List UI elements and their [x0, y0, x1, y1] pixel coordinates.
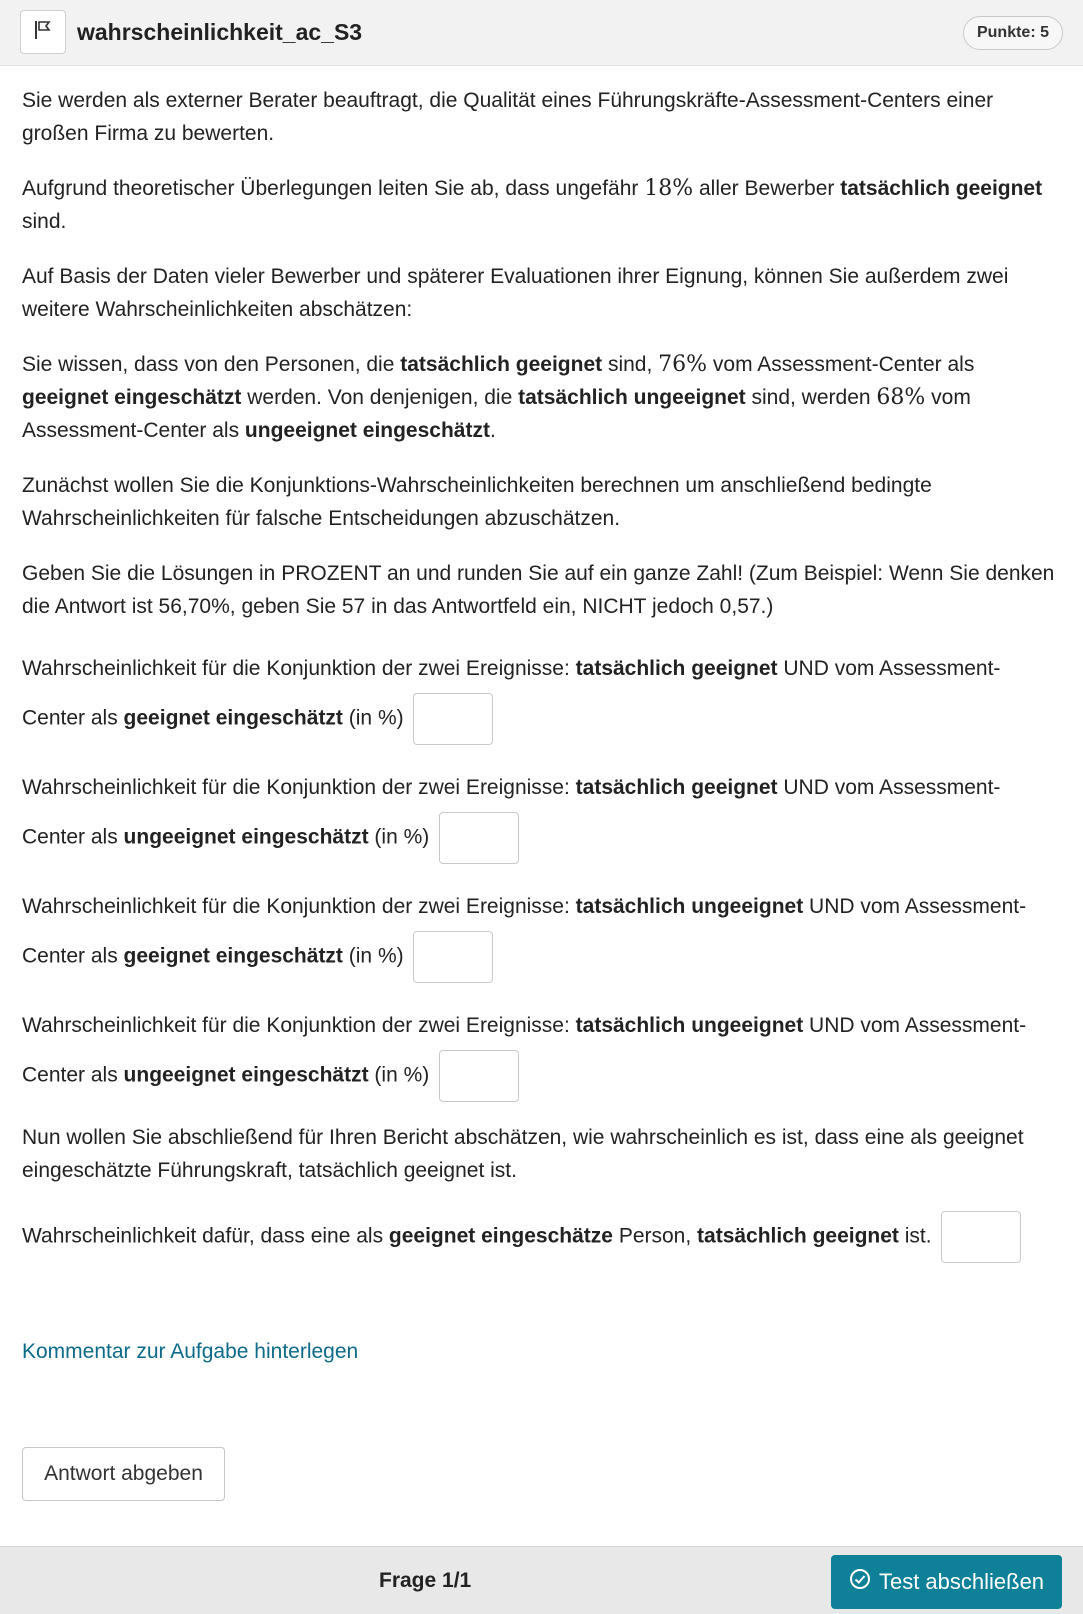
question-2: Wahrscheinlichkeit für die Konjunktion der zwei Ereignisse: tatsächlich geeignet UND vom Assessment-Center als ungeeignet eingeschätzt (in %)	[22, 764, 1062, 864]
page-title: wahrscheinlichkeit_ac_S3	[77, 19, 363, 45]
math-value: 68%	[876, 385, 926, 410]
question-4: Wahrscheinlichkeit für die Konjunktion der zwei Ereignisse: tatsächlich ungeeignet UND vom Assessment-Center als ungeeignet eingeschätzt (in %)	[22, 1002, 1062, 1102]
intro-paragraph-5: Zunächst wollen Sie die Konjunktions-Wahrscheinlichkeiten berechnen um anschließend bedingte Wahrscheinlichkeiten für falsche Entscheidungen abzuschätzen.	[22, 474, 932, 530]
math-value: 18%	[644, 176, 694, 201]
points-badge: Punkte: 5	[963, 16, 1063, 50]
question-counter: Frage 1/1	[379, 1569, 472, 1592]
footer-bar	[0, 1546, 1083, 1614]
comment-link[interactable]: Kommentar zur Aufgabe hinterlegen	[22, 1340, 359, 1363]
answer-input-1[interactable]	[413, 693, 493, 745]
answer-input-4[interactable]	[439, 1050, 519, 1102]
intro-paragraph-6: Geben Sie die Lösungen in PROZENT an und runden Sie auf ein ganze Zahl! (Zum Beispiel: Wenn Sie denken die Antwort ist 56,70%, geben Sie 57 in das Antwortfeld ein, NICHT jedoch 0,57.)	[22, 562, 1055, 618]
intro-paragraph-2: Aufgrund theoretischer Überlegungen leiten Sie ab, dass ungefähr 18% aller Bewerber tatsächlich geeignet sind.	[22, 176, 1043, 233]
math-value: 76%	[658, 352, 708, 377]
finish-test-button[interactable]	[831, 1555, 1062, 1609]
question-final: Wahrscheinlichkeit dafür, dass eine als geeignet eingeschätze Person, tatsächlich geeignet ist.	[22, 1211, 1062, 1263]
flag-button[interactable]	[20, 10, 66, 54]
finish-test-label: Test abschließen	[878, 1569, 1045, 1594]
question-3: Wahrscheinlichkeit für die Konjunktion der zwei Ereignisse: tatsächlich ungeeignet UND vom Assessment-Center als geeignet eingeschätzt (in %)	[22, 883, 1062, 983]
question-content	[22, 84, 1062, 1282]
question-1: Wahrscheinlichkeit für die Konjunktion der zwei Ereignisse: tatsächlich geeignet UND vom Assessment-Center als geeignet eingeschätzt (in %)	[22, 645, 1062, 745]
answer-input-3[interactable]	[413, 931, 493, 983]
flag-icon	[33, 19, 53, 46]
answer-input-2[interactable]	[439, 812, 519, 864]
answer-input-final[interactable]	[941, 1211, 1021, 1263]
conclusion-paragraph: Nun wollen Sie abschließend für Ihren Bericht abschätzen, wie wahrscheinlich es ist, dass eine als geeignet eingeschätzte Führungskraft, tatsächlich geeignet ist.	[22, 1126, 1024, 1182]
intro-paragraph-3: Auf Basis der Daten vieler Bewerber und späterer Evaluationen ihrer Eignung, können Sie außerdem zwei weitere Wahrscheinlichkeiten abschätzen:	[22, 265, 1009, 321]
header-bar	[0, 0, 1083, 66]
intro-paragraph-4: Sie wissen, dass von den Personen, die tatsächlich geeignet sind, 76% vom Assessment-Center als geeignet eingeschätzt werden. Von denjenigen, die tatsächlich ungeeignet sind, werden 68% vom Assessment-Center als ungeeignet eingeschätzt.	[22, 352, 975, 442]
intro-paragraph-1: Sie werden als externer Berater beauftragt, die Qualität eines Führungskräfte-Assessment-Centers einer großen Firma zu bewerten.	[22, 89, 994, 145]
check-circle-icon	[849, 1568, 871, 1596]
submit-answer-button[interactable]: Antwort abgeben	[22, 1447, 225, 1501]
